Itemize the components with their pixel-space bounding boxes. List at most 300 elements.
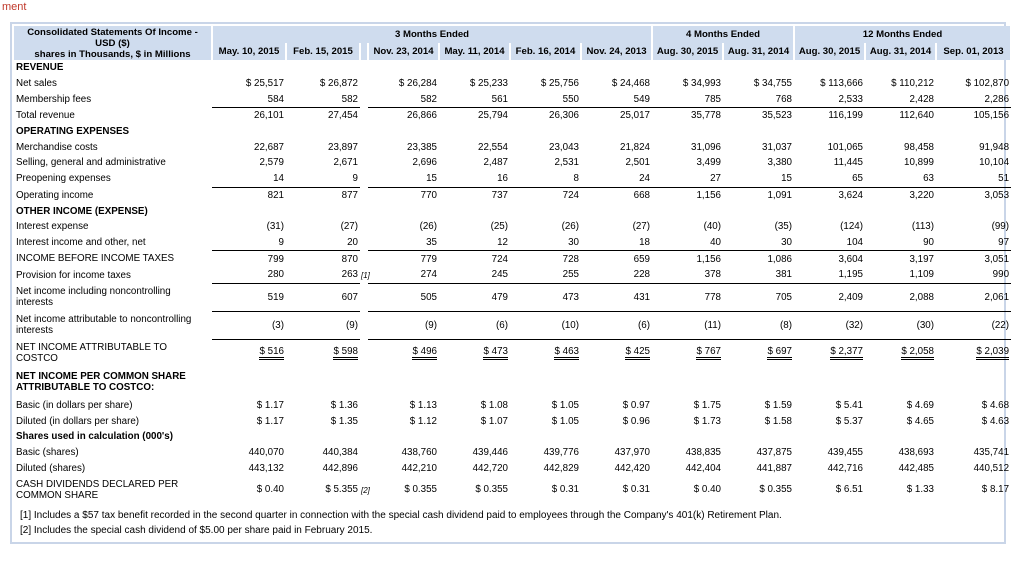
value-cell [936, 124, 1011, 140]
value-cell [936, 413, 1011, 429]
value-text: 65 [852, 173, 863, 185]
value-cell [439, 219, 510, 235]
value-text: 2,428 [909, 93, 934, 105]
value-cell [286, 398, 360, 414]
footnote-cell [360, 108, 368, 124]
value-text: $ 1.08 [480, 399, 508, 411]
value-cell [439, 267, 510, 283]
value-cell [439, 139, 510, 155]
value-text: $ 1.12 [409, 415, 437, 427]
value-cell [368, 267, 439, 283]
value-text: 785 [704, 93, 721, 105]
value-text: $ 1.58 [764, 415, 792, 427]
value-text: $ 0.31 [551, 484, 579, 496]
value-text: 105,156 [973, 110, 1010, 122]
value-text: $ 2,039 [976, 346, 1009, 360]
value-cell [794, 460, 865, 476]
value-cell [794, 91, 865, 107]
value-text: $ 697 [767, 346, 792, 360]
value-cell [212, 91, 286, 107]
value-cell [936, 429, 1011, 445]
value-cell [368, 460, 439, 476]
value-text: 1,195 [838, 269, 863, 281]
footnote-cell [360, 203, 368, 219]
value-text: 821 [267, 189, 284, 201]
value-text: 770 [420, 189, 437, 201]
value-cell [212, 219, 286, 235]
value-cell [865, 108, 936, 124]
value-text: 505 [420, 291, 437, 303]
value-cell [865, 219, 936, 235]
value-text: 439,776 [543, 447, 579, 459]
value-cell [286, 171, 360, 187]
value-text: 2,696 [412, 157, 437, 169]
value-text: 255 [562, 269, 579, 281]
value-cell [510, 429, 581, 445]
value-cell [794, 283, 865, 311]
table-row [14, 155, 1011, 171]
row-label: Membership fees [16, 93, 92, 105]
value-text: $ 34,993 [682, 78, 721, 90]
value-text: 25,017 [620, 110, 650, 122]
value-text: 3,380 [767, 157, 792, 169]
value-cell [652, 460, 723, 476]
footnote-cell [360, 398, 368, 414]
value-cell [723, 219, 794, 235]
value-cell [723, 429, 794, 445]
value-text: 473 [562, 291, 579, 303]
value-cell [652, 124, 723, 140]
value-cell [368, 219, 439, 235]
value-cell [581, 76, 652, 92]
value-cell [652, 219, 723, 235]
row-label: NET INCOME PER COMMON SHARE ATTRIBUTABLE TO COSTCO: [16, 371, 186, 394]
value-cell [936, 91, 1011, 107]
value-text: 63 [923, 173, 934, 185]
value-text: 9 [278, 236, 284, 248]
value-cell [794, 76, 865, 92]
value-text: 27 [710, 173, 721, 185]
value-cell [723, 339, 794, 367]
value-text: 2,487 [483, 157, 508, 169]
value-cell [794, 155, 865, 171]
footnote-cell [360, 283, 368, 311]
value-text: (124) [840, 221, 863, 233]
value-cell [723, 413, 794, 429]
value-text: 40 [710, 236, 721, 248]
value-cell [286, 155, 360, 171]
footnote-cell [360, 367, 368, 398]
value-cell [439, 339, 510, 367]
table-row [14, 235, 1011, 251]
value-text: $ 496 [412, 346, 437, 360]
value-cell [723, 267, 794, 283]
row-label: OPERATING EXPENSES [16, 126, 130, 138]
value-text: 20 [347, 236, 358, 248]
date-header: Feb. 15, 2015 [286, 43, 360, 60]
value-text: $ 0.355 [475, 484, 508, 496]
value-cell [652, 283, 723, 311]
value-cell [794, 339, 865, 367]
value-cell [936, 60, 1011, 76]
value-cell [794, 311, 865, 339]
value-cell [510, 367, 581, 398]
value-cell [936, 445, 1011, 461]
value-text: 442,829 [543, 462, 579, 474]
table-row [14, 60, 1011, 76]
value-text: (30) [916, 319, 934, 331]
value-cell [723, 235, 794, 251]
value-cell [794, 251, 865, 267]
value-cell [212, 311, 286, 339]
value-text: $ 25,517 [245, 78, 284, 90]
value-cell [865, 460, 936, 476]
value-cell [368, 108, 439, 124]
value-cell [794, 139, 865, 155]
value-cell [581, 91, 652, 107]
group-12-months: 12 Months Ended [794, 26, 1011, 43]
value-cell [510, 339, 581, 367]
row-label: Net income including noncontrolling interests [16, 286, 171, 309]
value-cell [212, 108, 286, 124]
table-row [14, 476, 1011, 503]
value-text: 561 [491, 93, 508, 105]
value-cell [581, 460, 652, 476]
table-row [14, 413, 1011, 429]
row-label: Basic (in dollars per share) [16, 399, 133, 411]
group-3-months: 3 Months Ended [212, 26, 652, 43]
value-cell [652, 413, 723, 429]
value-text: 25,794 [478, 110, 508, 122]
value-text: 778 [704, 291, 721, 303]
value-cell [936, 219, 1011, 235]
value-cell [794, 267, 865, 283]
value-cell [581, 171, 652, 187]
value-cell [581, 108, 652, 124]
value-text: $ 0.97 [622, 399, 650, 411]
value-cell [510, 203, 581, 219]
value-text: $ 4.65 [906, 415, 934, 427]
value-cell [439, 124, 510, 140]
value-cell [439, 311, 510, 339]
value-text: (22) [991, 319, 1010, 331]
value-cell [368, 429, 439, 445]
value-cell [794, 171, 865, 187]
footnote-cell [360, 219, 368, 235]
value-cell [652, 235, 723, 251]
date-spacer [360, 43, 368, 60]
value-cell [723, 139, 794, 155]
value-cell [439, 235, 510, 251]
value-cell [439, 367, 510, 398]
value-text: $ 1.75 [693, 399, 721, 411]
value-text: 582 [341, 93, 358, 105]
group-4-months: 4 Months Ended [652, 26, 794, 43]
value-text: 582 [420, 93, 437, 105]
value-cell [865, 60, 936, 76]
value-text: (32) [845, 319, 863, 331]
value-text: $ 25,756 [540, 78, 579, 90]
value-text: (27) [340, 221, 358, 233]
value-text: $ 2,058 [901, 346, 934, 360]
value-cell [286, 187, 360, 203]
value-text: 10,899 [904, 157, 934, 169]
value-text: 31,096 [691, 141, 721, 153]
value-text: $ 5.355 [325, 484, 358, 496]
value-text: $ 1.07 [480, 415, 508, 427]
value-text: (99) [991, 221, 1010, 233]
footnote-marker[interactable]: [2] [361, 485, 370, 495]
value-text: $ 34,755 [753, 78, 792, 90]
value-text: 519 [267, 291, 284, 303]
value-cell [286, 283, 360, 311]
value-cell [286, 60, 360, 76]
footnote-cell [360, 139, 368, 155]
value-text: 274 [420, 269, 437, 281]
value-text: (6) [496, 319, 508, 331]
value-cell [865, 251, 936, 267]
value-text: 22,687 [254, 141, 284, 153]
value-text: 2,409 [838, 291, 863, 303]
value-cell [865, 187, 936, 203]
row-label: REVENUE [16, 62, 64, 74]
value-text: 1,156 [696, 189, 721, 201]
value-text: $ 25,233 [469, 78, 508, 90]
row-label: Total revenue [16, 110, 75, 122]
value-cell [439, 429, 510, 445]
value-text: 3,197 [909, 253, 934, 265]
value-cell [510, 311, 581, 339]
value-cell [212, 445, 286, 461]
value-cell [510, 124, 581, 140]
value-text: 35,778 [691, 110, 721, 122]
value-text: 3,051 [984, 253, 1010, 265]
value-text: $ 5.37 [835, 415, 863, 427]
footnote-cell [360, 187, 368, 203]
value-text: 11,445 [833, 157, 863, 169]
value-text: 990 [992, 269, 1010, 281]
value-cell [865, 311, 936, 339]
footnote-cell [360, 460, 368, 476]
value-text: 2,286 [984, 93, 1010, 105]
value-cell [368, 311, 439, 339]
value-cell [368, 171, 439, 187]
value-cell [794, 235, 865, 251]
value-text: $ 4.63 [981, 415, 1010, 427]
value-text: (11) [704, 319, 721, 331]
footnote-1: [1] Includes a $57 tax benefit recorded in the second quarter in connection with the special cash dividend paid to employees through the Company's 401(k) Retirement Plan. [20, 510, 782, 521]
value-cell [865, 339, 936, 367]
value-cell [936, 235, 1011, 251]
value-text: $ 516 [259, 346, 284, 360]
value-text: 728 [562, 253, 579, 265]
row-label: Net income attributable to noncontrolling interests [16, 314, 192, 337]
value-text: (3) [272, 319, 284, 331]
value-cell [865, 367, 936, 398]
value-cell [652, 139, 723, 155]
breadcrumb-fragment: ment [2, 1, 27, 13]
value-text: 440,384 [322, 447, 358, 459]
value-cell [794, 108, 865, 124]
value-cell [212, 283, 286, 311]
value-text: 21,824 [620, 141, 650, 153]
value-cell [510, 171, 581, 187]
value-cell [936, 251, 1011, 267]
value-text: 14 [273, 173, 284, 185]
table-row [14, 445, 1011, 461]
value-text: 440,070 [248, 447, 284, 459]
value-cell [794, 124, 865, 140]
value-cell [368, 413, 439, 429]
date-header: May. 10, 2015 [212, 43, 286, 60]
value-cell [865, 203, 936, 219]
value-cell [286, 267, 360, 283]
value-text: 3,053 [984, 189, 1010, 201]
value-cell [794, 398, 865, 414]
value-text: 724 [562, 189, 579, 201]
value-cell [510, 60, 581, 76]
value-cell [368, 367, 439, 398]
value-cell [723, 76, 794, 92]
value-cell [652, 339, 723, 367]
value-cell [510, 91, 581, 107]
footnote-cell [360, 235, 368, 251]
value-text: 2,531 [554, 157, 579, 169]
value-cell [212, 235, 286, 251]
value-cell [581, 311, 652, 339]
date-header: Feb. 16, 2014 [510, 43, 581, 60]
value-cell [581, 367, 652, 398]
value-text: $ 0.355 [759, 484, 792, 496]
value-cell [212, 139, 286, 155]
footnote-marker[interactable]: [1] [361, 271, 370, 281]
value-cell [865, 476, 936, 503]
value-cell [723, 124, 794, 140]
value-cell [723, 398, 794, 414]
footnote-cell [360, 91, 368, 107]
table-row [14, 251, 1011, 267]
value-cell [439, 460, 510, 476]
value-cell [212, 171, 286, 187]
value-cell [510, 476, 581, 503]
table-title: Consolidated Statements Of Income - USD ($) shares in Thousands, $ in Millions [14, 26, 212, 60]
value-cell [286, 460, 360, 476]
value-cell [652, 398, 723, 414]
value-text: 1,086 [767, 253, 792, 265]
value-text: 877 [341, 189, 358, 201]
value-cell [286, 108, 360, 124]
value-text: $ 1.33 [906, 484, 934, 496]
value-cell [652, 76, 723, 92]
date-header: Sep. 01, 2013 [936, 43, 1011, 60]
value-text: $ 598 [333, 346, 358, 360]
value-cell [652, 429, 723, 445]
value-text: 442,420 [614, 462, 650, 474]
value-text: $ 8.17 [981, 484, 1010, 496]
row-label: Interest income and other, net [16, 237, 146, 249]
value-text: 437,970 [614, 447, 650, 459]
value-cell [439, 60, 510, 76]
value-text: 724 [491, 253, 508, 265]
date-header: Nov. 24, 2013 [581, 43, 652, 60]
value-text: 1,109 [909, 269, 934, 281]
value-text: $ 1.17 [256, 415, 284, 427]
value-text: (27) [632, 221, 650, 233]
value-text: 10,104 [979, 157, 1010, 169]
value-cell [510, 445, 581, 461]
value-text: (26) [561, 221, 579, 233]
value-text: $ 1.05 [551, 399, 579, 411]
value-cell [212, 76, 286, 92]
value-text: (10) [561, 319, 579, 331]
value-cell [652, 187, 723, 203]
value-text: 442,210 [401, 462, 437, 474]
value-cell [936, 283, 1011, 311]
value-cell [865, 155, 936, 171]
value-cell [368, 187, 439, 203]
value-text: $ 0.96 [622, 415, 650, 427]
value-text: 438,693 [898, 447, 934, 459]
footnote-cell [360, 124, 368, 140]
value-text: $ 1.13 [409, 399, 437, 411]
value-text: (31) [266, 221, 284, 233]
row-label: Basic (shares) [16, 447, 79, 459]
footnote-cell [360, 267, 368, 283]
value-cell [368, 60, 439, 76]
value-cell [439, 91, 510, 107]
period-group-row [14, 26, 1011, 43]
footnote-cell [360, 251, 368, 267]
row-label: Net sales [16, 78, 57, 90]
value-text: 15 [426, 173, 437, 185]
value-cell [652, 367, 723, 398]
value-text: $ 0.40 [256, 484, 284, 496]
value-cell [652, 251, 723, 267]
value-text: 2,088 [909, 291, 934, 303]
value-cell [581, 139, 652, 155]
value-cell [581, 413, 652, 429]
value-cell [865, 171, 936, 187]
row-label: Operating income [16, 189, 94, 201]
value-cell [865, 124, 936, 140]
value-cell [581, 155, 652, 171]
value-cell [510, 155, 581, 171]
value-cell [936, 311, 1011, 339]
value-text: 2,671 [333, 157, 358, 169]
value-cell [865, 445, 936, 461]
value-cell [439, 413, 510, 429]
value-cell [581, 60, 652, 76]
value-cell [723, 283, 794, 311]
value-text: $ 0.40 [693, 484, 721, 496]
footnote-cell [360, 445, 368, 461]
value-text: 30 [568, 236, 579, 248]
footnote-cell [360, 476, 368, 503]
value-cell [368, 398, 439, 414]
value-cell [439, 445, 510, 461]
value-text: (40) [703, 221, 721, 233]
value-cell [936, 139, 1011, 155]
row-label: NET INCOME ATTRIBUTABLE TO COSTCO [16, 341, 167, 364]
value-text: 27,454 [328, 110, 358, 122]
value-cell [510, 267, 581, 283]
value-cell [286, 139, 360, 155]
value-cell [510, 251, 581, 267]
row-label: Provision for income taxes [16, 269, 131, 281]
table-row [14, 187, 1011, 203]
value-cell [581, 235, 652, 251]
value-text: (113) [911, 221, 934, 233]
